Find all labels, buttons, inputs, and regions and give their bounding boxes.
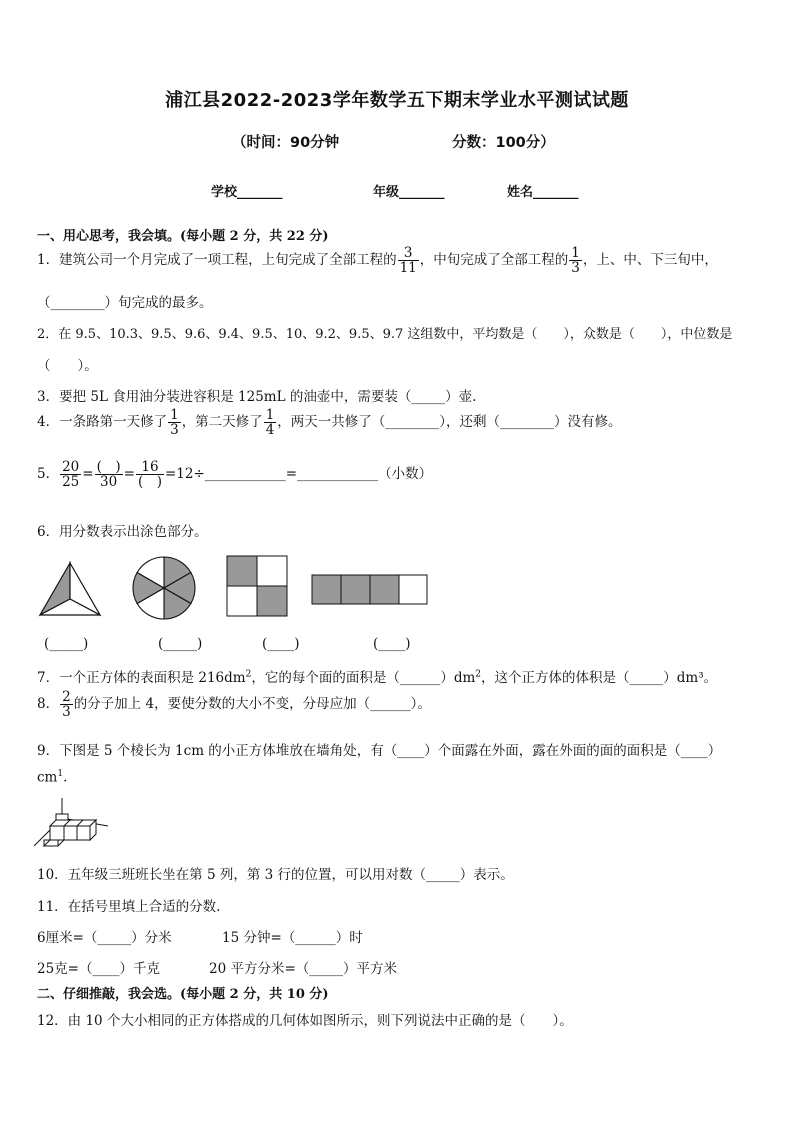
page-title: 浦江县2022-2023学年数学五下期末学业水平测试试题 — [165, 90, 629, 111]
frac-den: 25 — [62, 474, 80, 491]
section-1-heading: 一、用心思考，我会填。(每小题 2 分，共 22 分) — [37, 229, 329, 244]
question-2-line-2: （ ）。 — [37, 358, 98, 374]
frac-den: 3 — [170, 422, 179, 439]
frac-den: 4 — [265, 422, 275, 439]
equals-sign: = — [123, 466, 135, 483]
q7-text-b: ，它的每个面的面积是（______）dm — [251, 670, 476, 686]
section-2-heading: 二、仔细推敲，我会选。(每小题 2 分，共 10 分) — [37, 987, 329, 1002]
frac-num: ( ) — [96, 459, 121, 475]
frac-num: 1 — [170, 407, 179, 423]
fraction-2-3 — [60, 690, 73, 719]
q7-text-c: ，这个正方体的体积是（_____）dm³。 — [481, 670, 718, 686]
question-1-line-2: （________）旬完成的最多。 — [37, 295, 213, 311]
shaded-grid-figure — [226, 555, 288, 617]
question-1 — [37, 246, 718, 275]
question-12: 12．由 10 个大小相同的正方体搭成的几何体如图所示，则下列说法中正确的是（ ）。 — [37, 1013, 573, 1029]
frac-den: ( ) — [137, 474, 162, 491]
shaded-circle-figure — [131, 555, 197, 621]
q11-item-3: 25克=（____）千克 — [37, 961, 160, 977]
superscript: 2 — [475, 669, 482, 680]
equals-sign: = — [82, 466, 94, 483]
superscript: 2 — [245, 669, 252, 680]
q1-text-b: ，中旬完成了全部工程的 — [419, 252, 569, 269]
question-3: 3．要把 5L 食用油分装进容积是 125mL 的油壶中，需要装（_____）壶. — [37, 389, 477, 405]
q9-unit: cm — [37, 769, 58, 786]
superscript: 1 — [57, 769, 64, 779]
frac-num: 2 — [62, 689, 71, 705]
q11-item-2: 15 分钟=（______）时 — [222, 930, 363, 946]
question-5 — [37, 460, 432, 489]
shaded-bar-figure — [311, 574, 429, 606]
fraction-blank-30 — [95, 460, 123, 489]
q11-item-4: 20 平方分米=（_____）平方米 — [209, 961, 398, 977]
frac-num: 20 — [62, 459, 80, 475]
school-field[interactable]: 学校_______ — [211, 185, 283, 200]
question-2: 2．在 9.5、10.3、9.5、9.6、9.4、9.5、10、9.2、9.5、9.7 这组数中，平均数是（ ），众数是（ ），中位数是 — [37, 327, 733, 342]
fraction-3-11 — [398, 246, 419, 275]
q5-number: 5． — [37, 466, 60, 483]
q1-text-c: ，上、中、下三旬中， — [582, 252, 718, 269]
q6-blank-1[interactable]: (_____) — [44, 636, 89, 652]
q8-text: 的分子加上 4，要使分数的大小不变，分母应加（______）。 — [73, 696, 431, 713]
question-8 — [37, 690, 431, 719]
question-7 — [37, 666, 717, 686]
q5-tail: =12÷____________=____________（小数） — [165, 466, 433, 483]
q7-text-a: 7．一个正方体的表面积是 216dm — [37, 670, 246, 686]
frac-den: 11 — [399, 260, 417, 277]
q6-blank-4[interactable]: (____) — [373, 636, 411, 652]
frac-num: 1 — [265, 407, 275, 423]
q8-number: 8． — [37, 696, 60, 713]
question-11: 11．在括号里填上合适的分数. — [37, 899, 221, 915]
fraction-16-blank — [136, 460, 164, 489]
q6-blank-3[interactable]: (____) — [262, 636, 300, 652]
q6-blank-2[interactable]: (_____) — [158, 636, 203, 652]
name-field[interactable]: 姓名_______ — [507, 185, 579, 200]
q4-text-a: 4．一条路第一天修了 — [37, 414, 168, 431]
frac-num: 1 — [571, 245, 580, 261]
frac-num: 3 — [398, 246, 419, 261]
fraction-20-25 — [60, 460, 81, 489]
question-9-line-2 — [37, 769, 67, 786]
q1-text-a: 1．建筑公司一个月完成了一项工程，上旬完成了全部工程的 — [37, 252, 397, 269]
q9-period: . — [63, 769, 68, 786]
fraction-1-3 — [569, 246, 582, 275]
q4-text-b: ，第二天修了 — [181, 414, 263, 431]
question-10: 10．五年级三班班长坐在第 5 列，第 3 行的位置，可以用对数（_____）表示。 — [37, 867, 514, 883]
question-9: 9．下图是 5 个棱长为 1cm 的小正方体堆放在墙角处，有（____）个面露在外面，露在外面的面的面积是（____） — [37, 743, 722, 759]
fraction-1-4 — [264, 408, 277, 437]
grade-field[interactable]: 年级_______ — [373, 185, 445, 200]
corner-cubes-figure — [30, 796, 112, 852]
question-6: 6．用分数表示出涂色部分。 — [37, 524, 208, 540]
fraction-1-3 — [168, 408, 181, 437]
shaded-triangle-figure — [38, 561, 102, 617]
question-4 — [37, 408, 622, 437]
frac-num: 16 — [136, 460, 164, 475]
frac-den: 3 — [571, 260, 580, 277]
exam-score: 分数：100分） — [452, 135, 555, 151]
q11-item-1: 6厘米=（_____）分米 — [37, 930, 172, 946]
q4-text-c: ，两天一共修了（________），还剩（________）没有修。 — [277, 414, 622, 431]
frac-den: 30 — [100, 474, 118, 491]
frac-den: 3 — [62, 704, 71, 721]
exam-time: （时间：90分钟 — [232, 135, 340, 151]
